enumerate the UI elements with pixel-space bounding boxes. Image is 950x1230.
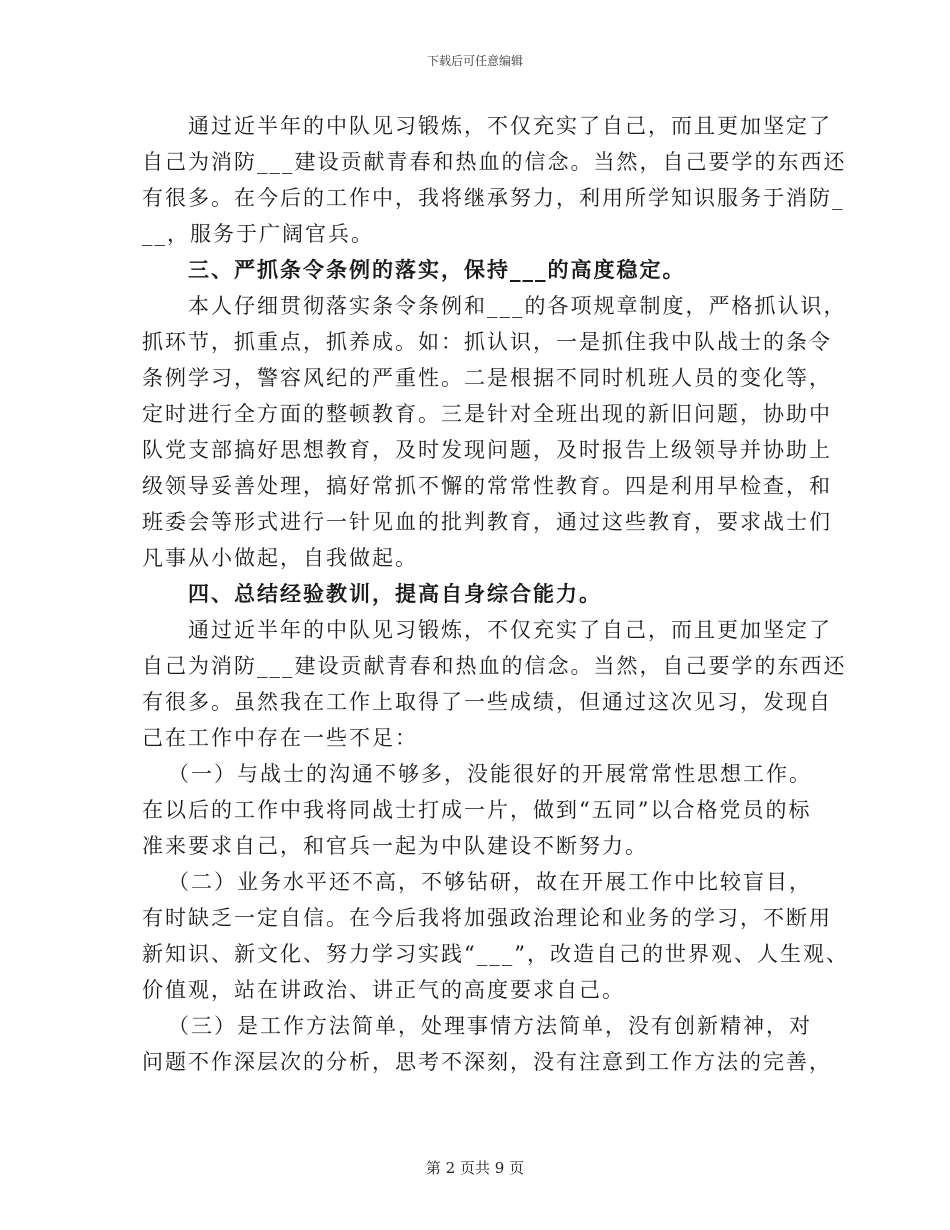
paragraph-line: 问题不作深层次的分析，思考不深刻，没有注意到工作方法的完善， — [142, 1050, 832, 1074]
section-heading: 三、严抓条令条例的落实，保持___的高度稳定。 — [188, 257, 686, 282]
paragraph-line: 有很多。虽然我在工作上取得了一些成绩，但通过这次见习，发现自 — [142, 690, 832, 714]
paragraph-line: 抓环节，抓重点，抓养成。如：抓认识，一是抓住我中队战士的条令 — [142, 330, 832, 354]
page-number: 第 2 页共 9 页 — [425, 1159, 525, 1177]
page-header: 下载后可任意编辑 — [426, 54, 523, 68]
paragraph-line: __，服务于广阔官兵。 — [142, 222, 374, 246]
paragraph-line: 新知识、新文化、努力学习实践“___”，改造自己的世界观、人生观、 — [142, 942, 849, 966]
section-heading: 四、总结经验教训，提高自身综合能力。 — [188, 581, 602, 606]
paragraph-line: 定时进行全方面的整顿教育。三是针对全班出现的新旧问题，协助中 — [142, 402, 832, 426]
paragraph-line: 在以后的工作中我将同战士打成一片，做到“五同”以合格党员的标 — [142, 798, 812, 822]
paragraph-line: （一）与战士的沟通不够多，没能很好的开展常常性思想工作。 — [168, 762, 812, 786]
paragraph-line: 本人仔细贯彻落实条令条例和___的各项规章制度，严格抓认识， — [188, 294, 847, 318]
paragraph-line: 条例学习，警容风纪的严重性。二是根据不同时机班人员的变化等， — [142, 366, 832, 390]
paragraph-line: 有时缺乏一定自信。在今后我将加强政治理论和业务的学习，不断用 — [142, 906, 832, 930]
paragraph-line: 级领导妥善处理，搞好常抓不懈的常常性教育。四是利用早检查，和 — [142, 474, 832, 498]
paragraph-line: 班委会等形式进行一针见血的批判教育，通过这些教育，要求战士们 — [142, 510, 832, 534]
paragraph-line: （三）是工作方法简单，处理事情方法简单，没有创新精神，对 — [168, 1014, 812, 1038]
paragraph-line: 凡事从小做起，自我做起。 — [142, 546, 418, 570]
paragraph-line: 通过近半年的中队见习锻炼，不仅充实了自己，而且更加坚定了 — [188, 618, 832, 642]
paragraph-line: 队党支部搞好思想教育，及时发现问题，及时报告上级领导并协助上 — [142, 438, 832, 462]
paragraph-line: 通过近半年的中队见习锻炼，不仅充实了自己，而且更加坚定了 — [188, 114, 832, 138]
paragraph-line: 准来要求自己，和官兵一起为中队建设不断努力。 — [142, 834, 648, 858]
paragraph-line: 自己为消防___建设贡献青春和热血的信念。当然，自己要学的东西还 — [142, 150, 847, 174]
paragraph-line: 价值观，站在讲政治、讲正气的高度要求自己。 — [142, 978, 625, 1002]
paragraph-line: 自己为消防___建设贡献青春和热血的信念。当然，自己要学的东西还 — [142, 654, 847, 678]
paragraph-line: 己在工作中存在一些不足： — [142, 726, 418, 750]
paragraph-line: （二）业务水平还不高，不够钻研，故在开展工作中比较盲目， — [168, 870, 812, 894]
paragraph-line: 有很多。在今后的工作中，我将继承努力，利用所学知识服务于消防_ — [142, 186, 845, 210]
